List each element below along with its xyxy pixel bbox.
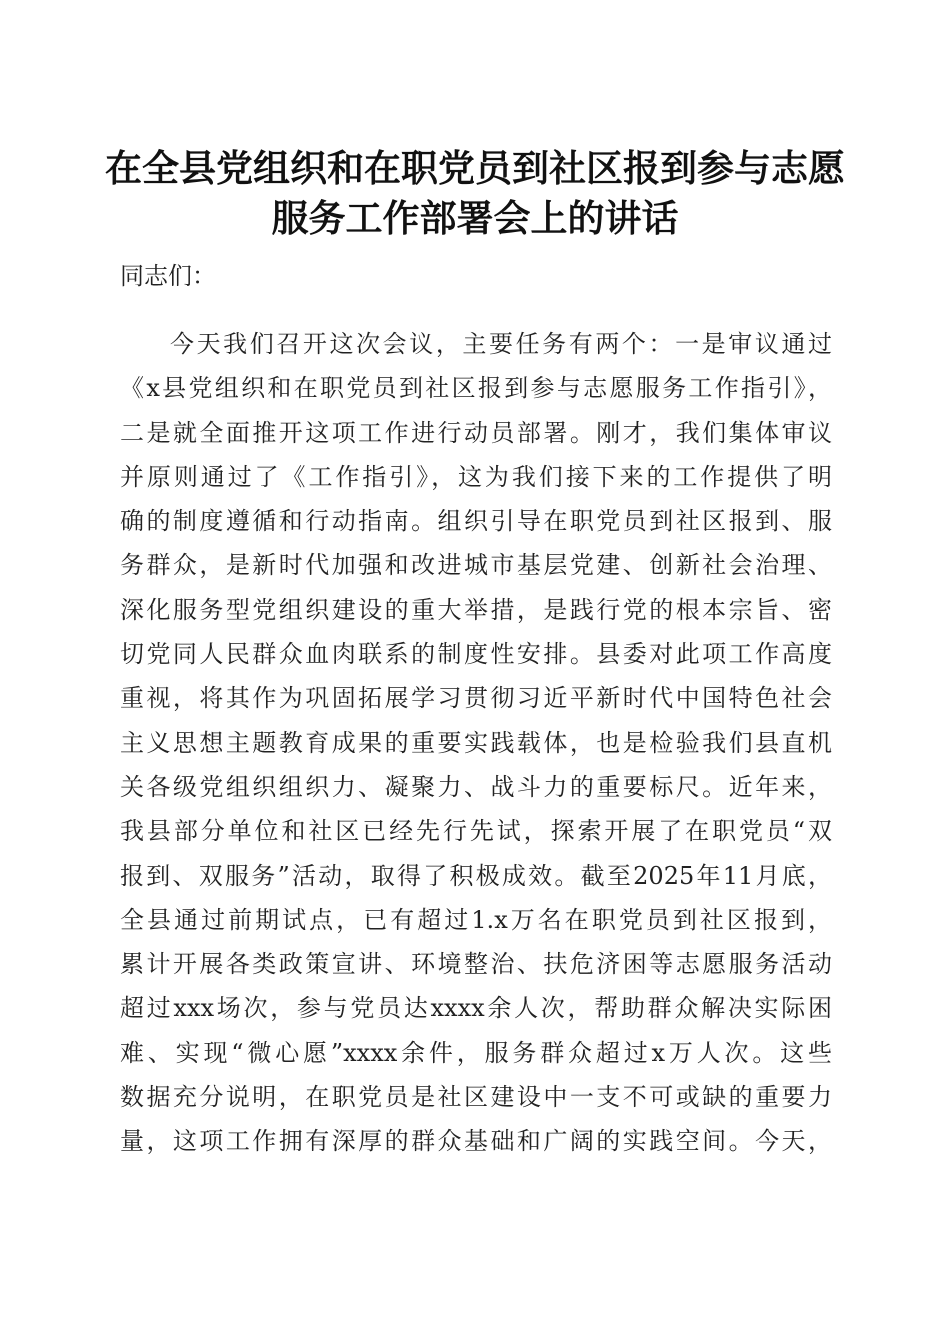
paragraph-line: 难、实现“微心愿”xxxx余件，服务群众超过x万人次。这些: [120, 1038, 832, 1067]
paragraph-line: 报到、双服务”活动，取得了积极成效。截至2025年11月底，: [120, 861, 832, 890]
paragraph-line: 超过xxx场次，参与党员达xxxx余人次，帮助群众解决实际困: [120, 994, 832, 1023]
paragraph-line: 累计开展各类政策宣讲、环境整治、扶危济困等志愿服务活动: [120, 950, 832, 979]
paragraph-line: 重视，将其作为巩固拓展学习贯彻习近平新时代中国特色社会: [120, 684, 832, 713]
paragraph-line: 确的制度遵循和行动指南。组织引导在职党员到社区报到、服: [120, 507, 832, 536]
body-paragraph: [120, 322, 832, 1164]
paragraph-line: 今天我们召开这次会议，主要任务有两个：一是审议通过: [170, 330, 832, 358]
paragraph-line: 全县通过前期试点，已有超过1.x万名在职党员到社区报到，: [120, 905, 832, 934]
salutation: 同志们：: [120, 262, 216, 290]
paragraph-line: 务群众，是新时代加强和改进城市基层党建、创新社会治理、: [120, 551, 832, 580]
paragraph-line: 并原则通过了《工作指引》，这为我们接下来的工作提供了明: [120, 462, 832, 491]
paragraph-line: 数据充分说明，在职党员是社区建设中一支不可或缺的重要力: [120, 1083, 832, 1112]
paragraph-line: 我县部分单位和社区已经先行先试，探索开展了在职党员“双: [120, 817, 832, 846]
paragraph-line: 《x县党组织和在职党员到社区报到参与志愿服务工作指引》，: [120, 374, 832, 403]
paragraph-line: 深化服务型党组织建设的重大举措，是践行党的根本宗旨、密: [120, 595, 832, 624]
document-title-line-1: 在全县党组织和在职党员到社区报到参与志愿: [105, 146, 845, 190]
paragraph-line: 关各级党组织组织力、凝聚力、战斗力的重要标尺。近年来，: [120, 772, 832, 801]
paragraph-line: 主义思想主题教育成果的重要实践载体，也是检验我们县直机: [120, 728, 832, 757]
paragraph-line: 切党同人民群众血肉联系的制度性安排。县委对此项工作高度: [120, 640, 832, 669]
paragraph-line: 二是就全面推开这项工作进行动员部署。刚才，我们集体审议: [120, 418, 832, 447]
paragraph-line: 量，这项工作拥有深厚的群众基础和广阔的实践空间。今天，: [120, 1127, 832, 1156]
document-title-line-2: 服务工作部署会上的讲话: [271, 196, 679, 240]
